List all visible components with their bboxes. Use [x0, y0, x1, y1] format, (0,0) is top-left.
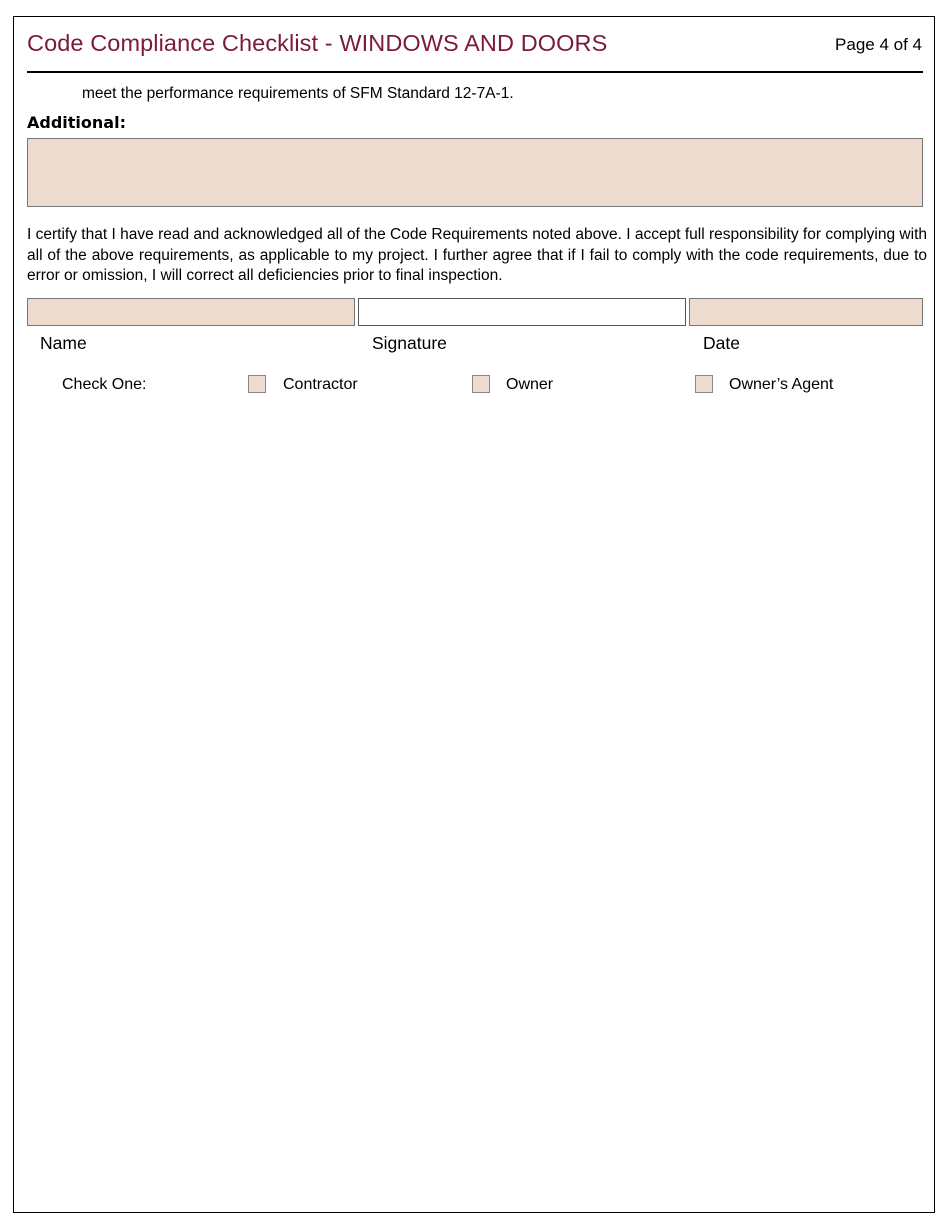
signature-field[interactable]: [358, 298, 686, 326]
additional-input[interactable]: [27, 138, 923, 207]
contractor-checkbox[interactable]: [248, 375, 266, 393]
additional-label: Additional:: [27, 113, 126, 132]
date-label: Date: [703, 333, 740, 353]
owners-agent-label: Owner’s Agent: [729, 376, 834, 393]
continuation-text: meet the performance requirements of SFM Standard 12-7A-1.: [82, 85, 514, 102]
name-label: Name: [40, 333, 87, 353]
date-field[interactable]: [689, 298, 923, 326]
page-title: Code Compliance Checklist - WINDOWS AND DOORS: [27, 30, 608, 56]
contractor-label: Contractor: [283, 376, 358, 393]
owner-label: Owner: [506, 376, 554, 393]
signature-label: Signature: [372, 333, 447, 353]
header-divider: [27, 71, 923, 73]
certification-text: I certify that I have read and acknowledged all of the Code Requirements noted above. I accept full responsibility for complying with all of the above requirements, as applicable to my project. I further agree that if I fail to comply with the code requirements, due to error or omission, I will correct all deficiencies prior to final inspection.: [27, 226, 927, 284]
check-one-label: Check One:: [62, 376, 147, 393]
name-field[interactable]: [27, 298, 355, 326]
page-indicator: Page 4 of 4: [835, 35, 922, 54]
owners-agent-checkbox[interactable]: [695, 375, 713, 393]
owner-checkbox[interactable]: [472, 375, 490, 393]
